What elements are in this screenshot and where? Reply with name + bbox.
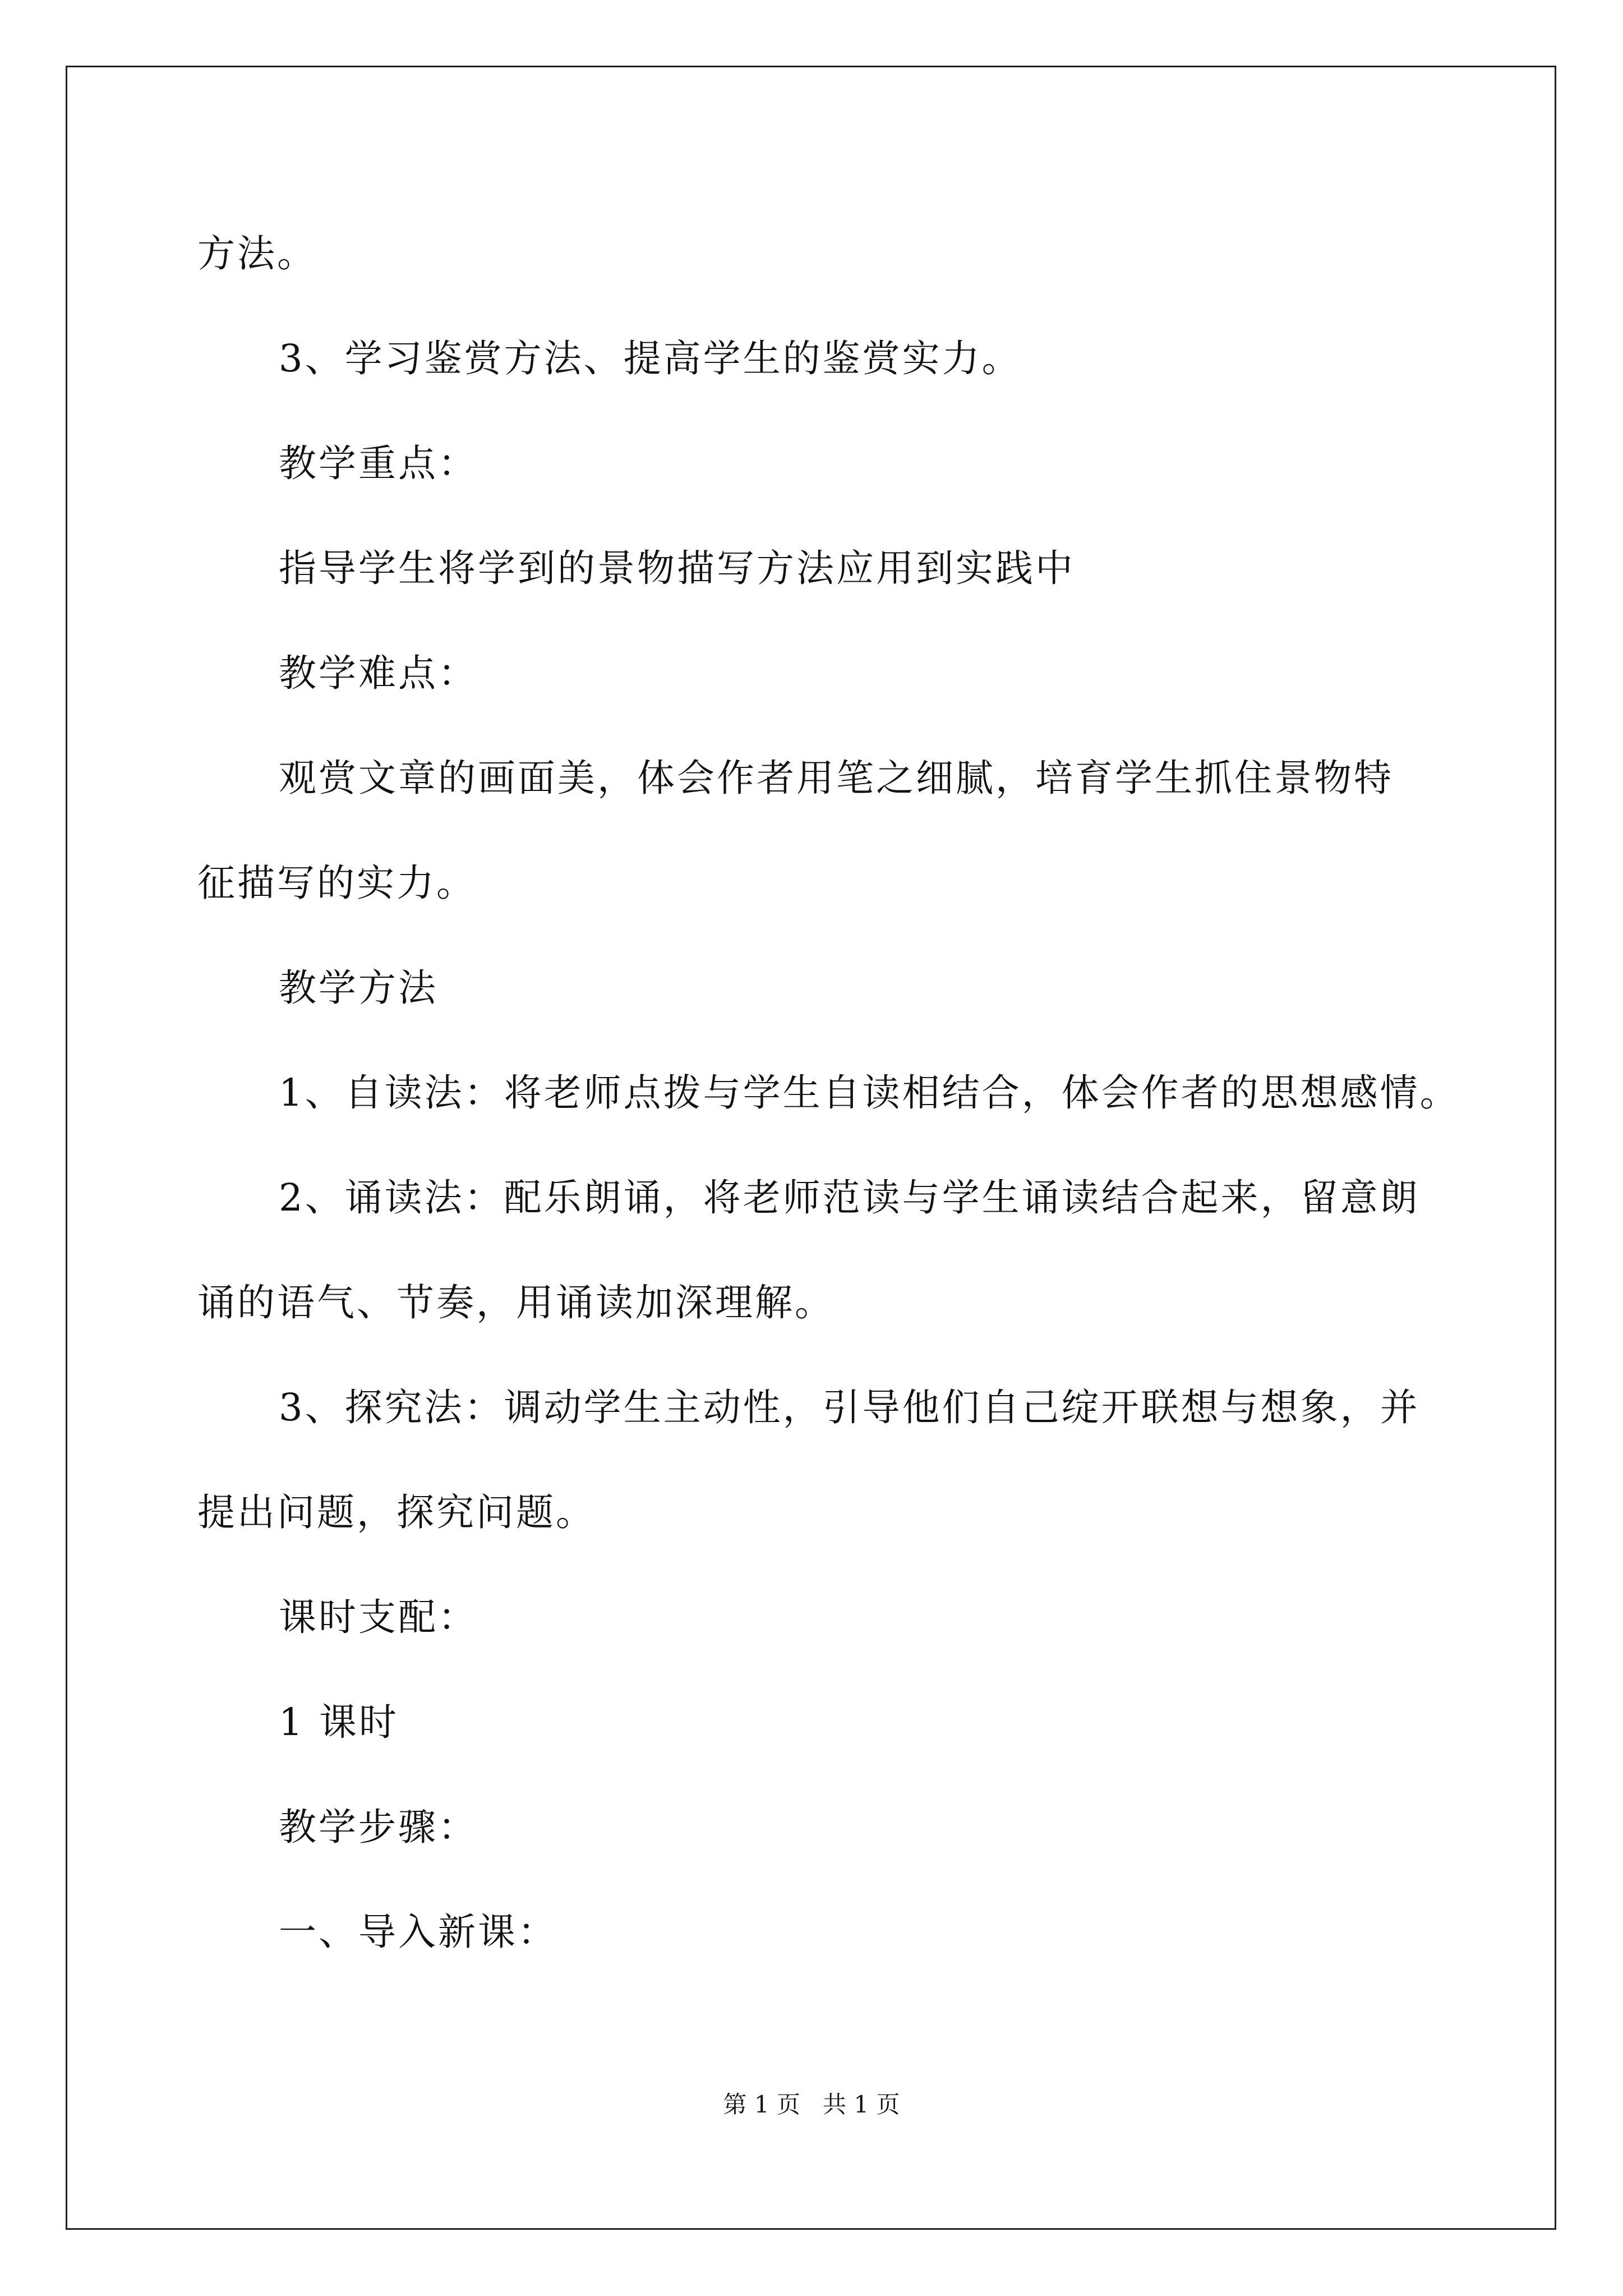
text-line: 方法。 [197, 232, 317, 275]
section-heading: 一、导入新课： [279, 1910, 557, 1954]
text-line: 观赏文章的画面美，体会作者用笔之细腻，培育学生抓住景物特 [279, 756, 1394, 800]
page-border [66, 66, 1556, 2230]
heading-teaching-difficulty: 教学难点： [279, 651, 478, 695]
text-line: 3、学习鉴赏方法、提高学生的鉴赏实力。 [279, 337, 1022, 380]
text-line: 2、诵读法：配乐朗诵，将老师范读与学生诵读结合起来，留意朗 [279, 1176, 1420, 1220]
page-footer: 第 1 页 共 1 页 [723, 2091, 900, 2118]
heading-teaching-focus: 教学重点： [279, 441, 478, 485]
text-line: 诵的语气、节奏，用诵读加深理解。 [197, 1281, 834, 1324]
heading-teaching-method: 教学方法 [279, 966, 438, 1010]
text-line: 征描写的实力。 [197, 861, 476, 905]
text-line: 指导学生将学到的景物描写方法应用到实践中 [279, 546, 1075, 590]
text-line: 提出问题，探究问题。 [197, 1490, 596, 1534]
text-line: 3、探究法：调动学生主动性，引导他们自己绽开联想与想象，并 [279, 1386, 1420, 1429]
text-line: 1、自读法：将老师点拨与学生自读相结合，体会作者的思想感情。 [279, 1071, 1460, 1115]
text-line: 1 课时 [279, 1700, 399, 1744]
heading-class-hours: 课时支配： [279, 1595, 478, 1639]
heading-teaching-steps: 教学步骤： [279, 1805, 478, 1849]
